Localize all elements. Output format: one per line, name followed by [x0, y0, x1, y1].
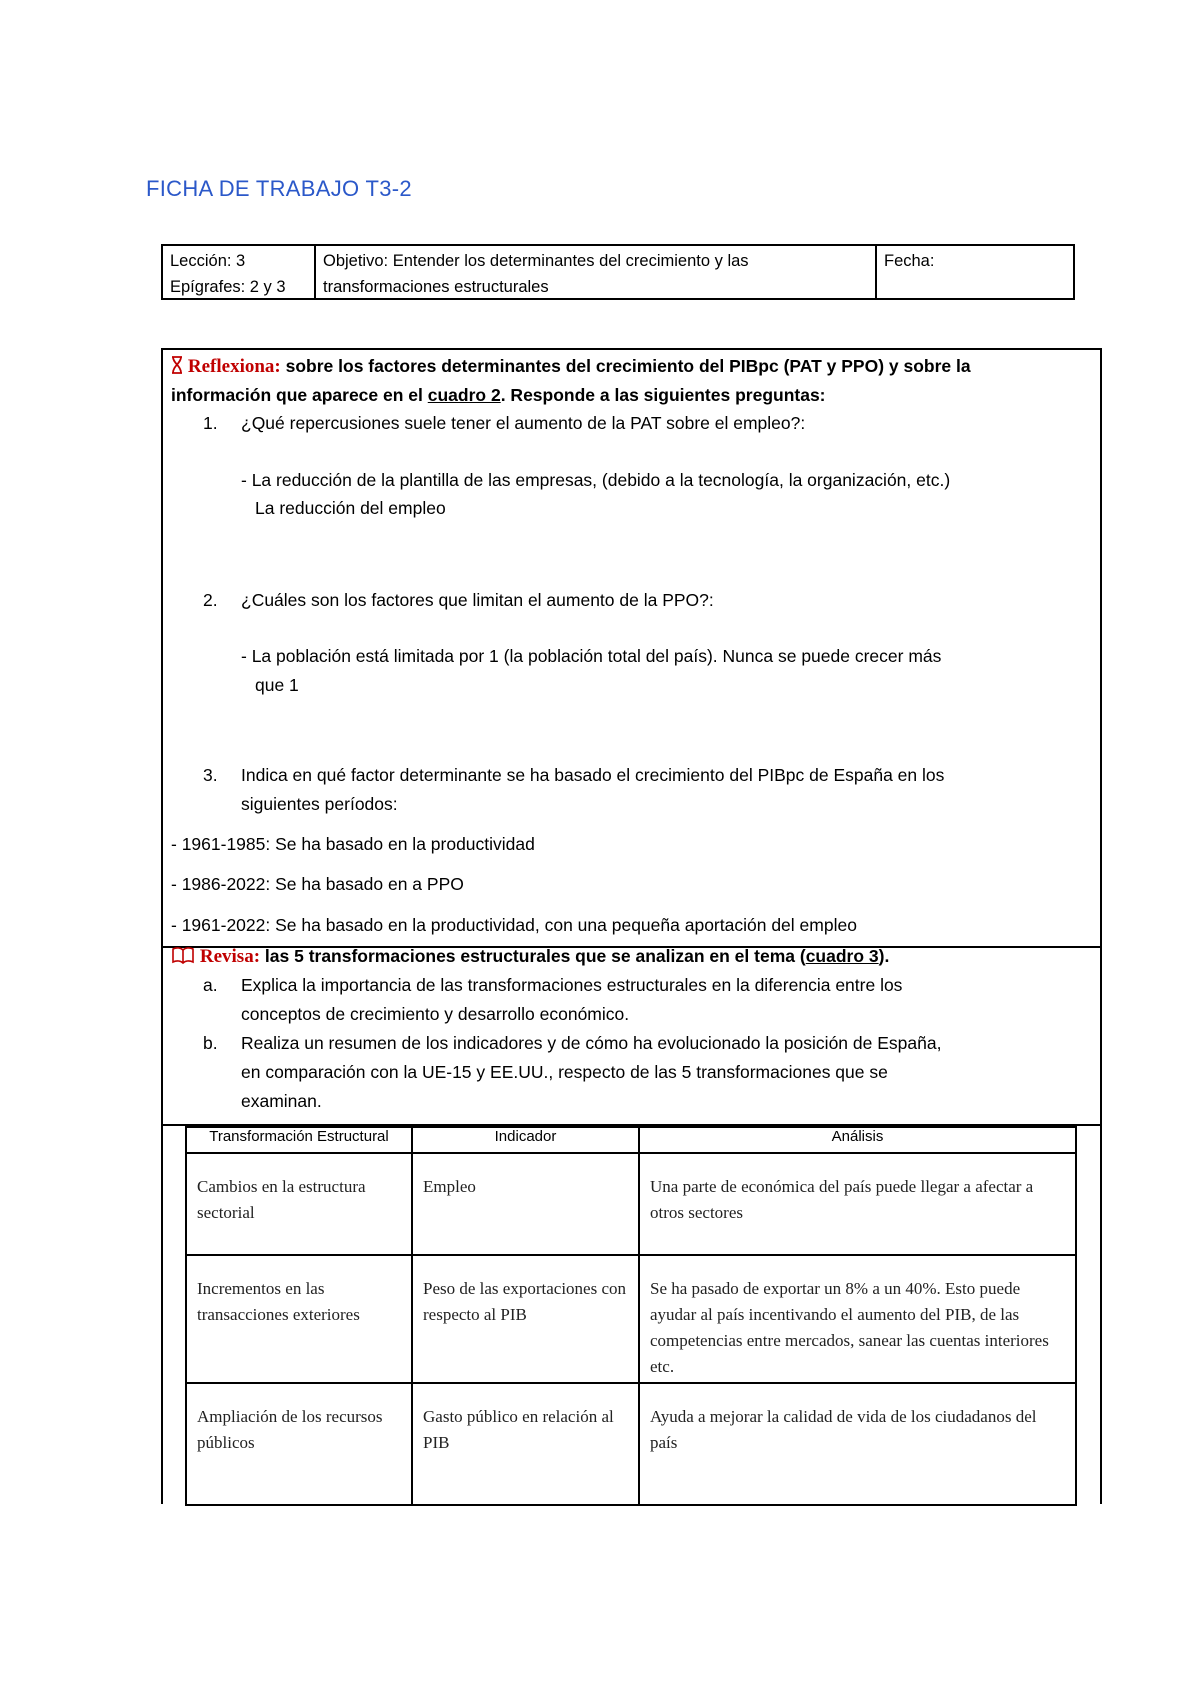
task-b-text-1: Realiza un resumen de los indicadores y de cómo ha evolucionado la posición de España, — [241, 1033, 942, 1053]
task-b-line-2: en comparación con la UE-15 y EE.UU., respecto de las 5 transformaciones que se — [241, 1062, 888, 1082]
header-table — [161, 244, 1075, 300]
cuadro-2-link[interactable]: cuadro 2 — [427, 385, 501, 405]
cuadro-3-link[interactable]: cuadro 3 — [805, 946, 879, 966]
task-b-line-3: examinan. — [241, 1091, 322, 1111]
question-1-text: ¿Qué repercusiones suele tener el aumento de la PAT sobre el empleo?: — [241, 413, 806, 433]
date-label: Fecha: — [884, 252, 935, 270]
question-1-number: 1. — [203, 413, 218, 433]
header-analysis: Análisis — [639, 1127, 1076, 1153]
epigraphs-label: Epígrafes: 2 y 3 — [170, 278, 286, 296]
answer-1-line-2: La reducción del empleo — [255, 498, 446, 518]
question-3-text-1: Indica en qué factor determinante se ha basado el crecimiento del PIBpc de España en los — [241, 765, 945, 785]
reflexiona-section — [163, 350, 1100, 948]
date-cell — [877, 246, 1073, 298]
left-border-line — [161, 1124, 163, 1504]
answer-2-line-1: - La población está limitada por 1 (la población total del país). Nunca se puede crecer más — [241, 646, 942, 666]
header-indicator: Indicador — [412, 1127, 639, 1153]
task-b-number: b. — [203, 1033, 218, 1053]
table-cell[interactable]: Se ha pasado de exportar un 8% a un 40%. Esto puede ayudar al país incentivando el aumento del PIB, de las competencias entre mercados, sanear las cuentas interiores etc. — [639, 1255, 1076, 1383]
reflexiona-intro-b2: . Responde a las siguientes preguntas: — [500, 385, 826, 405]
task-a-text-1: Explica la importancia de las transformaciones estructurales en la diferencia entre los — [241, 975, 903, 995]
lesson-cell — [163, 246, 316, 298]
task-a-line-2: conceptos de crecimiento y desarrollo económico. — [241, 1004, 630, 1024]
table-cell[interactable]: Peso de las exportaciones con respecto al PIB — [412, 1255, 639, 1383]
answer-1-line-1: - La reducción de la plantilla de las empresas, (debido a la tecnología, la organización, etc.) — [241, 470, 951, 490]
activity-box — [161, 348, 1102, 1126]
objective-line-1: Objetivo: Entender los determinantes del crecimiento y las — [323, 252, 749, 270]
objective-cell — [316, 246, 877, 298]
revisa-label: Revisa: — [199, 946, 261, 967]
table-row — [186, 1255, 1076, 1383]
table-row — [186, 1383, 1076, 1505]
question-2-text: ¿Cuáles son los factores que limitan el aumento de la PPO?: — [241, 590, 714, 610]
table-cell[interactable]: Una parte de económica del país puede llegar a afectar a otros sectores — [639, 1153, 1076, 1255]
task-b-line-1 — [203, 1033, 941, 1054]
right-border-line — [1100, 1124, 1102, 1504]
reflexiona-intro-a: sobre los factores determinantes del crecimiento del PIBpc (PAT y PPO) y sobre la — [285, 356, 971, 376]
reflexiona-intro-line-1 — [171, 356, 971, 378]
lesson-label: Lección: 3 — [170, 252, 246, 270]
page-title: FICHA DE TRABAJO T3-2 — [146, 176, 412, 201]
table-row — [186, 1153, 1076, 1255]
table-cell[interactable]: Incrementos en las transacciones exteriores — [186, 1255, 412, 1383]
question-3-number: 3. — [203, 765, 218, 785]
revisa-intro-2: ). — [878, 946, 890, 966]
question-1 — [203, 413, 805, 434]
table-cell[interactable]: Empleo — [412, 1153, 639, 1255]
table-header-row — [186, 1127, 1076, 1153]
table-cell[interactable]: Ampliación de los recursos públicos — [186, 1383, 412, 1505]
hourglass-icon — [171, 356, 183, 374]
period-2: - 1986-2022: Se ha basado en a PPO — [171, 874, 464, 894]
question-3-line-2: siguientes períodos: — [241, 794, 398, 814]
book-icon — [171, 946, 195, 964]
question-2 — [203, 590, 714, 611]
period-3: - 1961-2022: Se ha basado en la productividad, con una pequeña aportación del empleo — [171, 915, 857, 935]
reflexiona-label: Reflexiona: — [187, 356, 281, 377]
period-1: - 1961-1985: Se ha basado en la productividad — [171, 834, 535, 854]
task-a-line-1 — [203, 975, 902, 996]
answer-2-line-2: que 1 — [255, 675, 299, 695]
table-cell[interactable]: Gasto público en relación al PIB — [412, 1383, 639, 1505]
objective-line-2: transformaciones estructurales — [323, 278, 549, 296]
table-cell[interactable]: Cambios en la estructura sectorial — [186, 1153, 412, 1255]
revisa-intro — [171, 946, 889, 968]
question-2-number: 2. — [203, 590, 218, 610]
transformations-table — [185, 1126, 1077, 1506]
question-3 — [203, 765, 944, 786]
revisa-intro-1: las 5 transformaciones estructurales que se analizan en el tema ( — [264, 946, 806, 966]
reflexiona-intro-b1: información que aparece en el — [171, 385, 428, 405]
table-cell[interactable]: Ayuda a mejorar la calidad de vida de los ciudadanos del país — [639, 1383, 1076, 1505]
reflexiona-intro-line-2 — [171, 385, 826, 406]
header-transformation: Transformación Estructural — [186, 1127, 412, 1153]
task-a-number: a. — [203, 975, 218, 995]
